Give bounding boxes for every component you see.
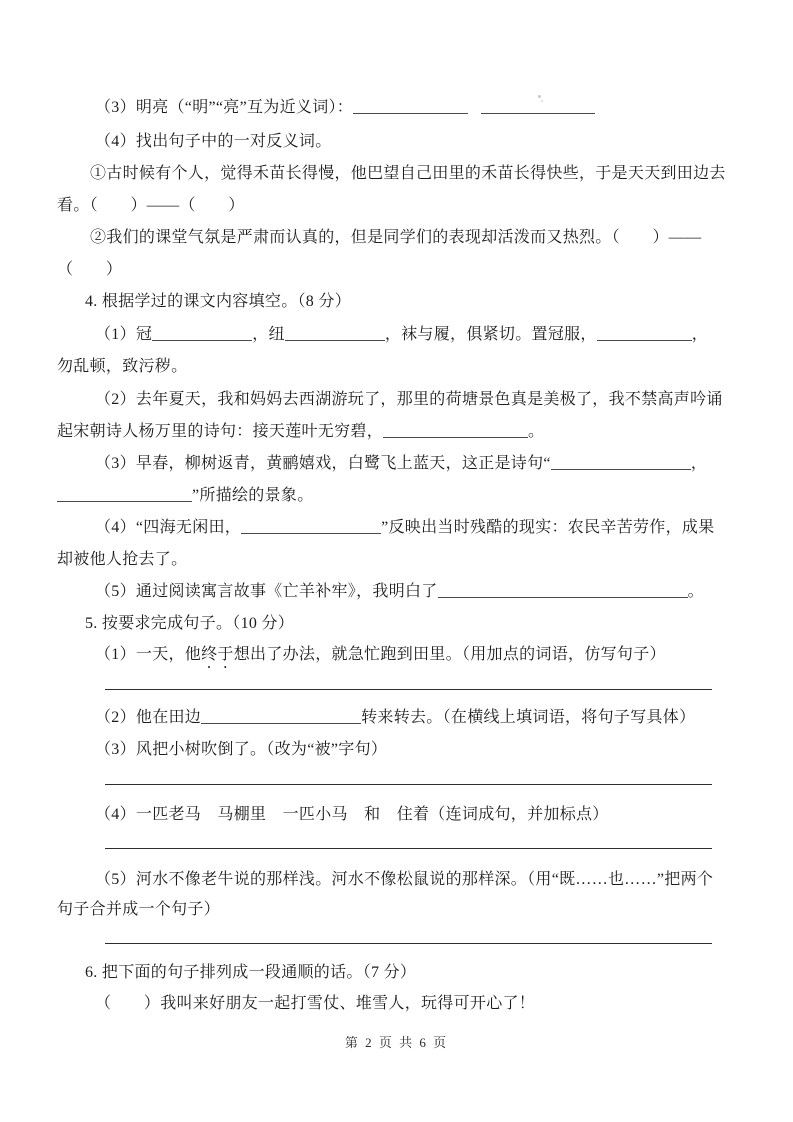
- emphasized-word: 终于: [201, 646, 234, 663]
- text-run: （3）明亮（“明”“亮”互为近义词）：: [95, 99, 354, 116]
- text-run: 起宋朝诗人杨万里的诗句：接天莲叶无穷碧，: [57, 423, 384, 440]
- text-run: 想出了办法，就急忙跑到田里。（用加点的词语，仿写句子）: [233, 646, 666, 663]
- q5-item1: [95, 644, 666, 672]
- text-run: ”反映出当时残酷的现实：农民辛苦劳作，成果: [381, 519, 715, 536]
- q5-item4: [95, 804, 609, 826]
- text-run: （ ）: [57, 261, 123, 278]
- text-run: ，: [691, 326, 709, 343]
- text-run: 看。（ ）——（ ）: [57, 197, 245, 214]
- text-run: 。: [687, 583, 704, 600]
- text-run: ①古时候有个人，觉得禾苗长得慢，他巴望自己田里的禾苗长得快些，于是天天到田边去: [90, 165, 726, 182]
- blank-underline: [152, 327, 252, 341]
- q4-item1-line2: [57, 356, 187, 378]
- text-run: ，: [690, 455, 708, 472]
- q4-item5: [95, 581, 704, 603]
- text-run: ，袜与履，俱紧切。置冠服，: [384, 326, 597, 343]
- blank-underline: [438, 584, 688, 598]
- text-run: （2）他在田边: [95, 709, 202, 726]
- blank-underline: [57, 488, 192, 502]
- blank-underline: [383, 424, 528, 438]
- q5-item3: [95, 739, 387, 761]
- text-run: ②我们的课堂气氛是严肃而认真的，但是同学们的表现却活泼而又热烈。（ ）——: [90, 229, 702, 246]
- text-run: 转来转去。（在横线上填词语，将句子写具体）: [361, 709, 696, 726]
- text-run: （4）一匹老马 马棚里 一匹小马 和 住着（连词成句，并加标点）: [95, 806, 609, 823]
- q4-item3-line1: [95, 453, 707, 475]
- blank-underline: [551, 456, 691, 470]
- text-run: 4. 根据学过的课文内容填空。（8 分）: [85, 293, 352, 310]
- blank-underline: [285, 327, 385, 341]
- q5-item5-line1: [95, 869, 713, 891]
- blank-underline: [241, 520, 381, 534]
- q3-sentence1-line1: [90, 163, 726, 185]
- text-run: 6. 把下面的句子排列成一段通顺的话。（7 分）: [85, 964, 417, 981]
- text-run: （3）风把小树吹倒了。（改为“被”字句）: [95, 741, 388, 758]
- blank-underline: [597, 327, 692, 341]
- text-run: ，纽: [252, 326, 285, 343]
- answer-line: [105, 784, 712, 785]
- q3-sentence2-line1: [90, 227, 701, 249]
- q5-item5-line2: [57, 899, 220, 921]
- text-run: （ ）我叫来好朋友一起打雪仗、堆雪人，玩得可开心了！: [95, 995, 536, 1012]
- blank-underline: [481, 100, 595, 114]
- q4-title: [85, 291, 351, 313]
- blank-underline: [201, 710, 361, 724]
- text-run: 。: [528, 423, 545, 440]
- text-run: （2）去年夏天，我和妈妈去西湖游玩了，那里的荷塘景色真是美极了，我不禁高声吟诵: [95, 391, 723, 408]
- q5-title: [85, 613, 294, 635]
- text-run: （5）通过阅读寓言故事《亡羊补牢》，我明白了: [95, 583, 438, 600]
- text-run: ”所描绘的景象。: [192, 487, 314, 504]
- q6-title: [85, 962, 416, 984]
- text-run: 5. 按要求完成句子。（10 分）: [85, 615, 295, 632]
- answer-line: [105, 689, 712, 690]
- text-run: 勿乱顿，致污秽。: [57, 358, 188, 375]
- q4-item1-line1: [95, 324, 708, 346]
- text-run: 句子合并成一个句子）: [57, 901, 221, 918]
- text-run: （4）“四海无闲田，: [95, 519, 242, 536]
- q3-item4: [95, 131, 332, 153]
- text-run: （1）一天，他: [95, 646, 202, 663]
- text-run: （3）早春，柳树返青，黄鹂嬉戏，白鹭飞上蓝天，这正是诗句“: [95, 455, 551, 472]
- answer-line: [105, 943, 712, 944]
- q4-item4-line2: [57, 549, 187, 571]
- q3-sentence2-line2: [57, 259, 122, 281]
- text-run: 却被他人抢去了。: [57, 551, 188, 568]
- blank-underline: [353, 100, 468, 114]
- q4-item2-line2: [57, 421, 544, 443]
- q5-item2: [95, 707, 695, 729]
- q6-item1: [95, 993, 535, 1015]
- q4-item2-line1: [95, 389, 723, 411]
- answer-line: [105, 848, 712, 849]
- text-run: （4）找出句子中的一对反义词。: [95, 133, 332, 150]
- text-run: （5）河水不像老牛说的那样浅。河水不像松鼠说的那样深。（用“既……也……”把两个: [95, 871, 714, 888]
- q4-item4-line1: [95, 517, 715, 539]
- q3-sentence1-line2: [57, 195, 245, 217]
- page-footer: 第 2 页 共 6 页: [344, 1035, 449, 1050]
- q4-item3-line2: [57, 485, 314, 507]
- q3-item3: [95, 97, 595, 119]
- text-run: （1）冠: [95, 326, 153, 343]
